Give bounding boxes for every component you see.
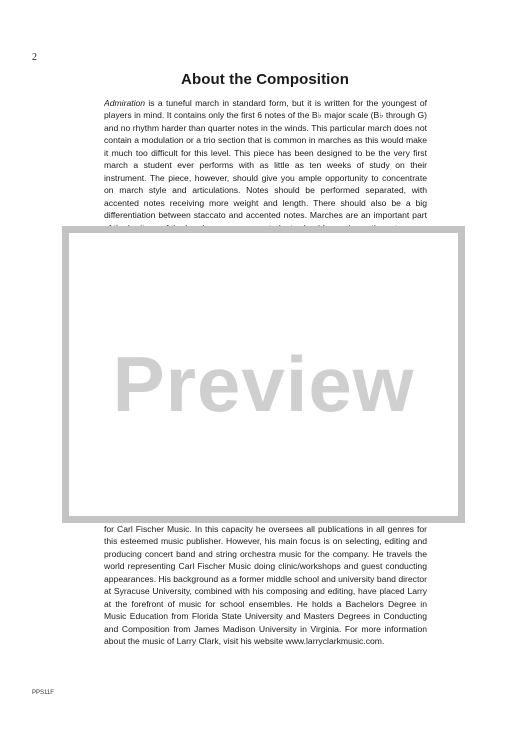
composition-text: is a tuneful march in standard form, but it is written for the youngest of players in mind. It contains only the first 6 notes of the B♭ major scale (B♭ through G) and no rhythm harder than quarter notes in the winds. This particular march does not contain a modulation or a trio section that is common in marches as this would make it much too difficult for this level. This piece has been designed to be the very first march a student ever performs with as little as ten weeks of study on their instrument. The piece, however, should give you ample opportunity to concentrate on march style and articulations. Notes should be performed separated, with accented notes receiving more weight and length. There should also be a big differentiation between staccato and accented notes. Marches are an important part	[104, 98, 427, 221]
piece-title: Admiration	[104, 98, 146, 108]
page-number: 2	[32, 52, 37, 63]
footer-catalog-code: PPS11F	[32, 690, 54, 696]
page-title: About the Composition	[181, 71, 349, 88]
preview-label: Preview	[112, 340, 415, 428]
preview-watermark	[62, 226, 465, 523]
composer-bio-paragraph: for Carl Fischer Music. In this capacity he oversees all publications in all genres for this esteemed music publisher. However, his main focus is on selecting, editing and producing concert band and string orchestra music for the company. He travels the world representing Carl Fischer Music doing clinic/workshops and guest conducting appearances. His background as a former middle school and university band director at Syracuse University, combined with his composing and editing, have placed Larry at the forefront of music for school ensembles. He holds a Bachelors Degree in Music Education from Florida State University and Masters Degrees in Conducting and Composition from James Madison University in Virginia. For more information about the music of Larry Clark, visit his website www.larryclarkmusic.com.	[104, 524, 427, 647]
